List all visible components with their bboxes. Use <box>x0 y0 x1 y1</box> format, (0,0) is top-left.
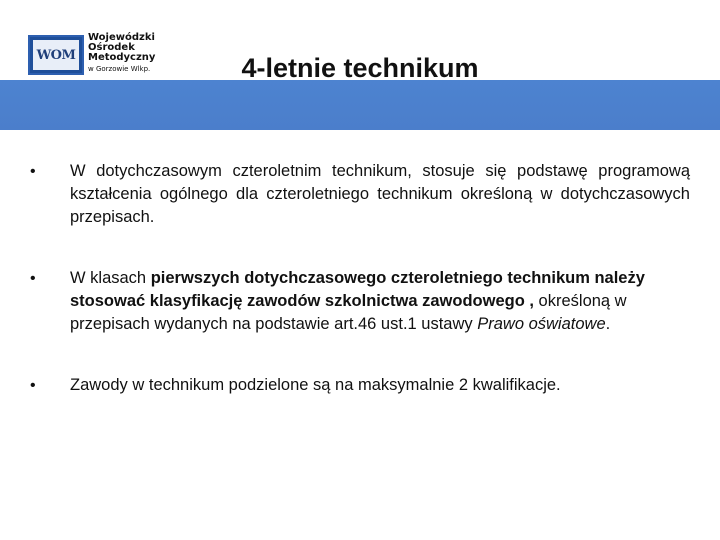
logo-line-3: Metodyczny <box>88 52 156 63</box>
logo-line-1: Wojewódzki <box>88 32 155 43</box>
bullet-dot-icon: • <box>30 377 36 394</box>
wom-logo <box>28 35 84 75</box>
wom-logo-abbr: WOM <box>33 40 79 70</box>
bullet-1-text: W dotychczasowym czteroletnim technikum, stosuje się podstawę programową kształcenia ogólnego dla czteroletniego technikum określoną w dotychczasowych przepisach. <box>70 162 690 226</box>
bullet-list <box>30 160 690 397</box>
bullet-dot-icon: • <box>30 163 36 180</box>
bullet-2-text-italic: Prawo oświatowe <box>477 315 606 333</box>
logo-line-4: w Gorzowie Wlkp. <box>88 65 151 73</box>
bullet-item-3 <box>30 374 690 397</box>
logo-institution-name <box>88 33 168 74</box>
bullet-2-text-a: W klasach <box>70 269 151 287</box>
bullet-item-1 <box>30 160 690 229</box>
bullet-dot-icon: • <box>30 270 36 287</box>
slide-title: 4-letnie technikum <box>241 53 479 83</box>
bullet-item-2 <box>30 267 690 336</box>
bullet-2-text-bold: pierwszych dotychczasowego czteroletniego technikum należy stosować klasyfikację zawodów szkolnictwa zawodowego , <box>70 269 645 310</box>
bullet-2-text-end: . <box>605 315 611 333</box>
slide-header <box>0 0 720 130</box>
bullet-2-text-b: określoną w przepisach wydanych na podstawie art.46 ust.1 ustawy <box>70 292 627 333</box>
bullet-3-text: Zawody w technikum podzielone są na maksymalnie 2 kwalifikacje. <box>70 376 561 394</box>
logo-line-2: Ośrodek <box>88 42 135 53</box>
